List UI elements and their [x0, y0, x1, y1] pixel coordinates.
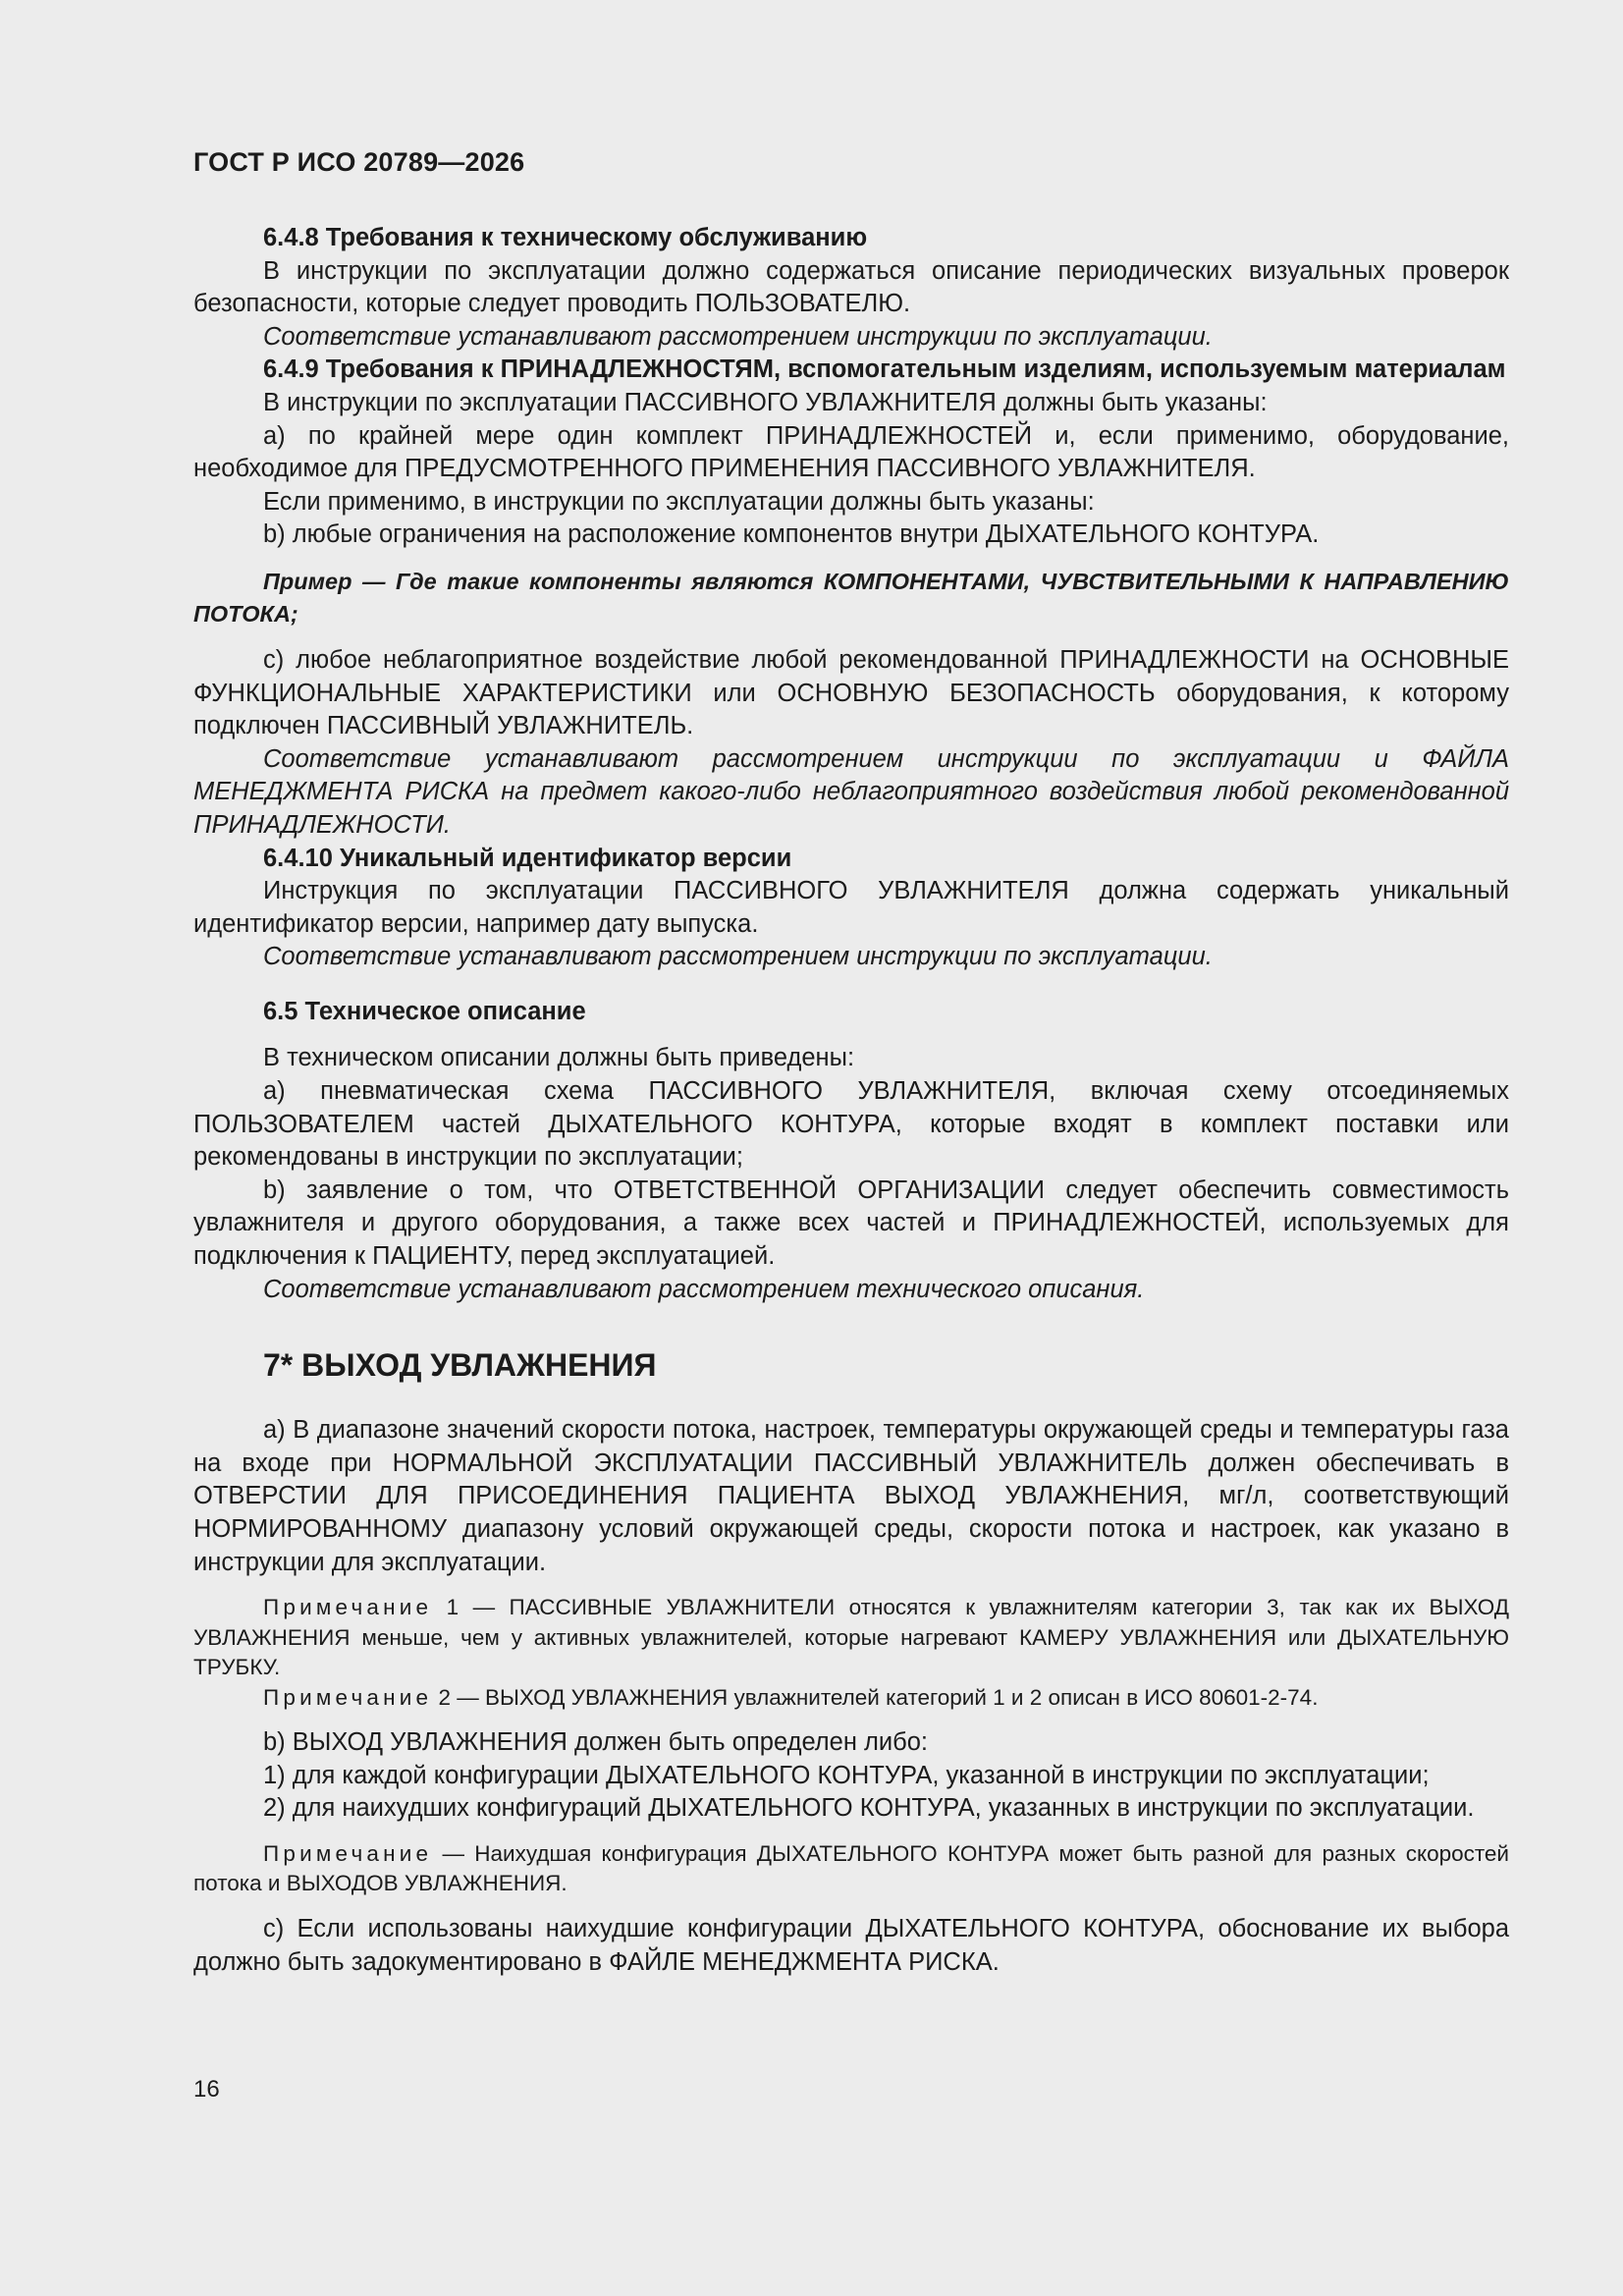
compliance-statement: Соответствие устанавливают рассмотрением технического описания.	[263, 1275, 1145, 1303]
note	[193, 1593, 1509, 1683]
paragraph: В инструкции по эксплуатации должно содержаться описание периодических визуальных проверок безопасности, которые следует проводить ПОЛЬЗОВАТЕЛЮ.	[193, 256, 1509, 318]
list-item: a) В диапазоне значений скорости потока, настроек, температуры окружающей среды и температуры газа на входе при НОРМАЛЬНОЙ ЭКСПЛУАТАЦИИ ПАССИВНЫЙ УВЛАЖНИТЕЛЬ должен обеспечивать в ОТВЕРСТИИ ДЛЯ ПРИСОЕДИНЕНИЯ ПАЦИЕНТА ВЫХОД УВЛАЖНЕНИЯ, мг/л, соответствующий НОРМИРОВАННОМУ диапазону условий окружающей среды, скорости потока и настроек, как указано в инструкции для эксплуатации.	[193, 1416, 1509, 1576]
list-item: b) любые ограничения на расположение компонентов внутри ДЫХАТЕЛЬНОГО КОНТУРА.	[263, 520, 1320, 549]
list-item: 2) для наихудших конфигураций ДЫХАТЕЛЬНОГО КОНТУРА, указанных в инструкции по эксплуатации.	[263, 1794, 1475, 1823]
note-text: 2 — ВЫХОД УВЛАЖНЕНИЯ увлажнителей категорий 1 и 2 описан в ИСО 80601-2-74.	[432, 1684, 1319, 1710]
section-7-heading: 7* ВЫХОД УВЛАЖНЕНИЯ	[263, 1347, 657, 1384]
section-6-5-title: 6.5 Техническое описание	[263, 997, 586, 1025]
compliance-statement: Соответствие устанавливают рассмотрением инструкции по эксплуатации.	[263, 322, 1213, 351]
section-6-4-9-title: 6.4.9 Требования к ПРИНАДЛЕЖНОСТЯМ, вспомогательным изделиям, используемым материалам	[263, 355, 1506, 384]
paragraph: Если применимо, в инструкции по эксплуатации должны быть указаны:	[263, 487, 1095, 516]
note-label: Примечание	[263, 1840, 433, 1866]
paragraph: Инструкция по эксплуатации ПАССИВНОГО УВЛАЖНИТЕЛЯ должна содержать уникальный идентификатор версии, например дату выпуска.	[193, 877, 1509, 938]
section-6-4-8-title: 6.4.8 Требования к техническому обслуживанию	[263, 224, 868, 251]
note-text: 1 — ПАССИВНЫЕ УВЛАЖНИТЕЛИ относятся к увлажнителям категории 3, так как их ВЫХОД УВЛАЖНЕНИЯ меньше, чем у активных увлажнителей, которые нагревают КАМЕРУ УВЛАЖНЕНИЯ или ДЫХАТЕЛЬНУЮ ТРУБКУ.	[193, 1595, 1509, 1680]
list-item: с) любое неблагоприятное воздействие любой рекомендованной ПРИНАДЛЕЖНОСТИ на ОСНОВНЫЕ ФУНКЦИОНАЛЬНЫЕ ХАРАКТЕРИСТИКИ или ОСНОВНУЮ БЕЗОПАСНОСТЬ оборудования, к которому подключен ПАССИВНЫЙ УВЛАЖНИТЕЛЬ.	[193, 645, 1509, 740]
example-text: Пример — Где такие компоненты являются КОМПОНЕНТАМИ, ЧУВСТВИТЕЛЬНЫМИ К НАПРАВЛЕНИЮ ПОТОКА;	[193, 568, 1509, 627]
list-item: a) по крайней мере один комплект ПРИНАДЛЕЖНОСТЕЙ и, если применимо, оборудование, необходимое для ПРЕДУСМОТРЕННОГО ПРИМЕНЕНИЯ ПАССИВНОГО УВЛАЖНИТЕЛЯ.	[193, 421, 1509, 483]
compliance-statement: Соответствие устанавливают рассмотрением инструкции по эксплуатации.	[263, 943, 1213, 971]
document-header: ГОСТ Р ИСО 20789—2026	[193, 147, 525, 177]
page-number: 16	[193, 2076, 220, 2103]
list-item: b) заявление о том, что ОТВЕТСТВЕННОЙ ОРГАНИЗАЦИИ следует обеспечить совместимость увлажнителя и другого оборудования, а также всех частей и ПРИНАДЛЕЖНОСТЕЙ, используемых для подключения к ПАЦИЕНТУ, перед эксплуатацией.	[193, 1175, 1509, 1271]
paragraph: В техническом описании должны быть приведены:	[263, 1044, 855, 1072]
note	[193, 1683, 1509, 1714]
section-6-4-10-title: 6.4.10 Уникальный идентификатор версии	[263, 844, 792, 872]
note-label: Примечание	[263, 1595, 433, 1620]
document-body	[193, 222, 1509, 1979]
note-text: — Наихудшая конфигурация ДЫХАТЕЛЬНОГО КОНТУРА может быть разной для разных скоростей потока и ВЫХОДОВ УВЛАЖНЕНИЯ.	[193, 1840, 1509, 1896]
note	[193, 1839, 1509, 1899]
list-item: с) Если использованы наихудшие конфигурации ДЫХАТЕЛЬНОГО КОНТУРА, обоснование их выбора должно быть задокументировано в ФАЙЛЕ МЕНЕДЖМЕНТА РИСКА.	[193, 1914, 1509, 1976]
compliance-statement: Соответствие устанавливают рассмотрением инструкции по эксплуатации и ФАЙЛА МЕНЕДЖМЕНТА РИСКА на предмет какого-либо неблагоприятного воздействия любой рекомендованной ПРИНАДЛЕЖНОСТИ.	[193, 744, 1509, 839]
list-item: b) ВЫХОД УВЛАЖНЕНИЯ должен быть определен либо:	[263, 1728, 929, 1757]
note-label: Примечание	[263, 1684, 433, 1710]
paragraph: В инструкции по эксплуатации ПАССИВНОГО УВЛАЖНИТЕЛЯ должны быть указаны:	[263, 388, 1268, 416]
list-item: 1) для каждой конфигурации ДЫХАТЕЛЬНОГО КОНТУРА, указанной в инструкции по эксплуатации;	[263, 1761, 1430, 1789]
list-item: a) пневматическая схема ПАССИВНОГО УВЛАЖНИТЕЛЯ, включая схему отсоединяемых ПОЛЬЗОВАТЕЛЕМ частей ДЫХАТЕЛЬНОГО КОНТУРА, которые входят в комплект поставки или рекомендованы в инструкции по эксплуатации;	[193, 1077, 1509, 1172]
